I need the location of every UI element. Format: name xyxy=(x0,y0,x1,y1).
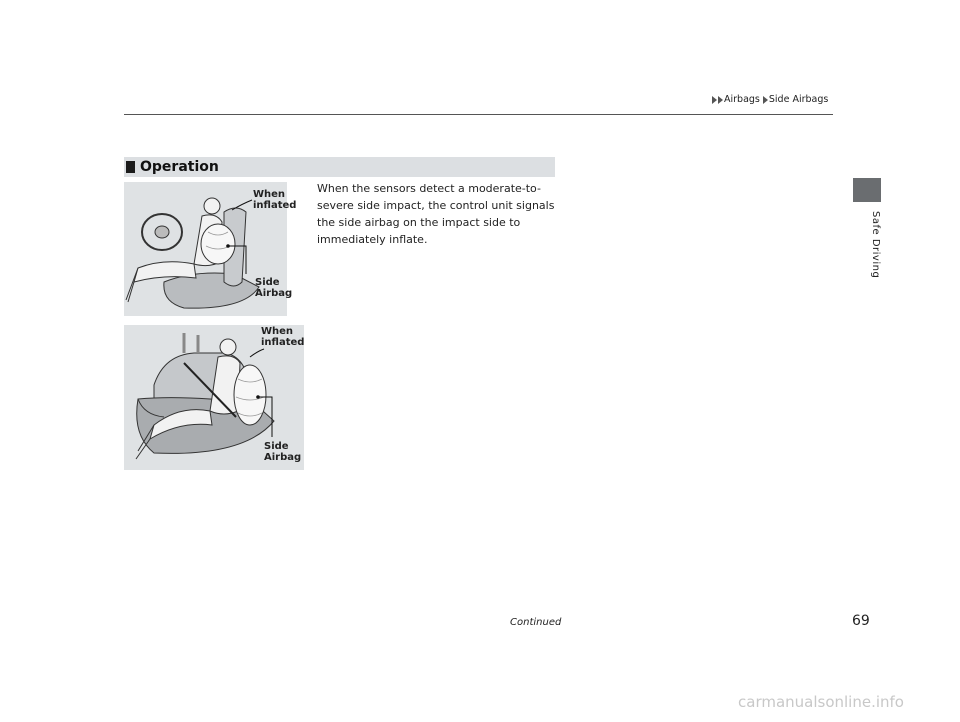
section-header xyxy=(124,157,555,177)
breadcrumb xyxy=(712,94,831,105)
page-number: 69 xyxy=(852,613,870,629)
breadcrumb-arrow-icon xyxy=(712,96,717,104)
section-title: Operation xyxy=(140,159,219,175)
callout-when-inflated: When inflated xyxy=(253,189,297,211)
chapter-tab-label[interactable]: Safe Driving xyxy=(870,211,881,279)
chapter-tab-marker[interactable] xyxy=(853,178,881,202)
section-square-icon xyxy=(126,161,135,173)
continued-label: Continued xyxy=(510,617,562,628)
breadcrumb-arrow-icon xyxy=(718,96,723,104)
section-body: When the sensors detect a moderate-to-severe side impact, the control unit signals the side airbag on the impact side to immediately inflate. xyxy=(317,182,555,246)
breadcrumb-item-side-airbags[interactable]: Side Airbags xyxy=(768,94,829,105)
watermark: carmanualsonline.info xyxy=(738,693,904,711)
header-rule xyxy=(124,114,833,115)
callout-when-inflated: When inflated xyxy=(261,326,305,348)
breadcrumb-arrow-icon xyxy=(763,96,768,104)
breadcrumb-item-airbags[interactable]: Airbags xyxy=(724,94,760,105)
callout-side-airbag: Side Airbag xyxy=(255,277,293,299)
callout-side-airbag: Side Airbag xyxy=(264,441,302,463)
